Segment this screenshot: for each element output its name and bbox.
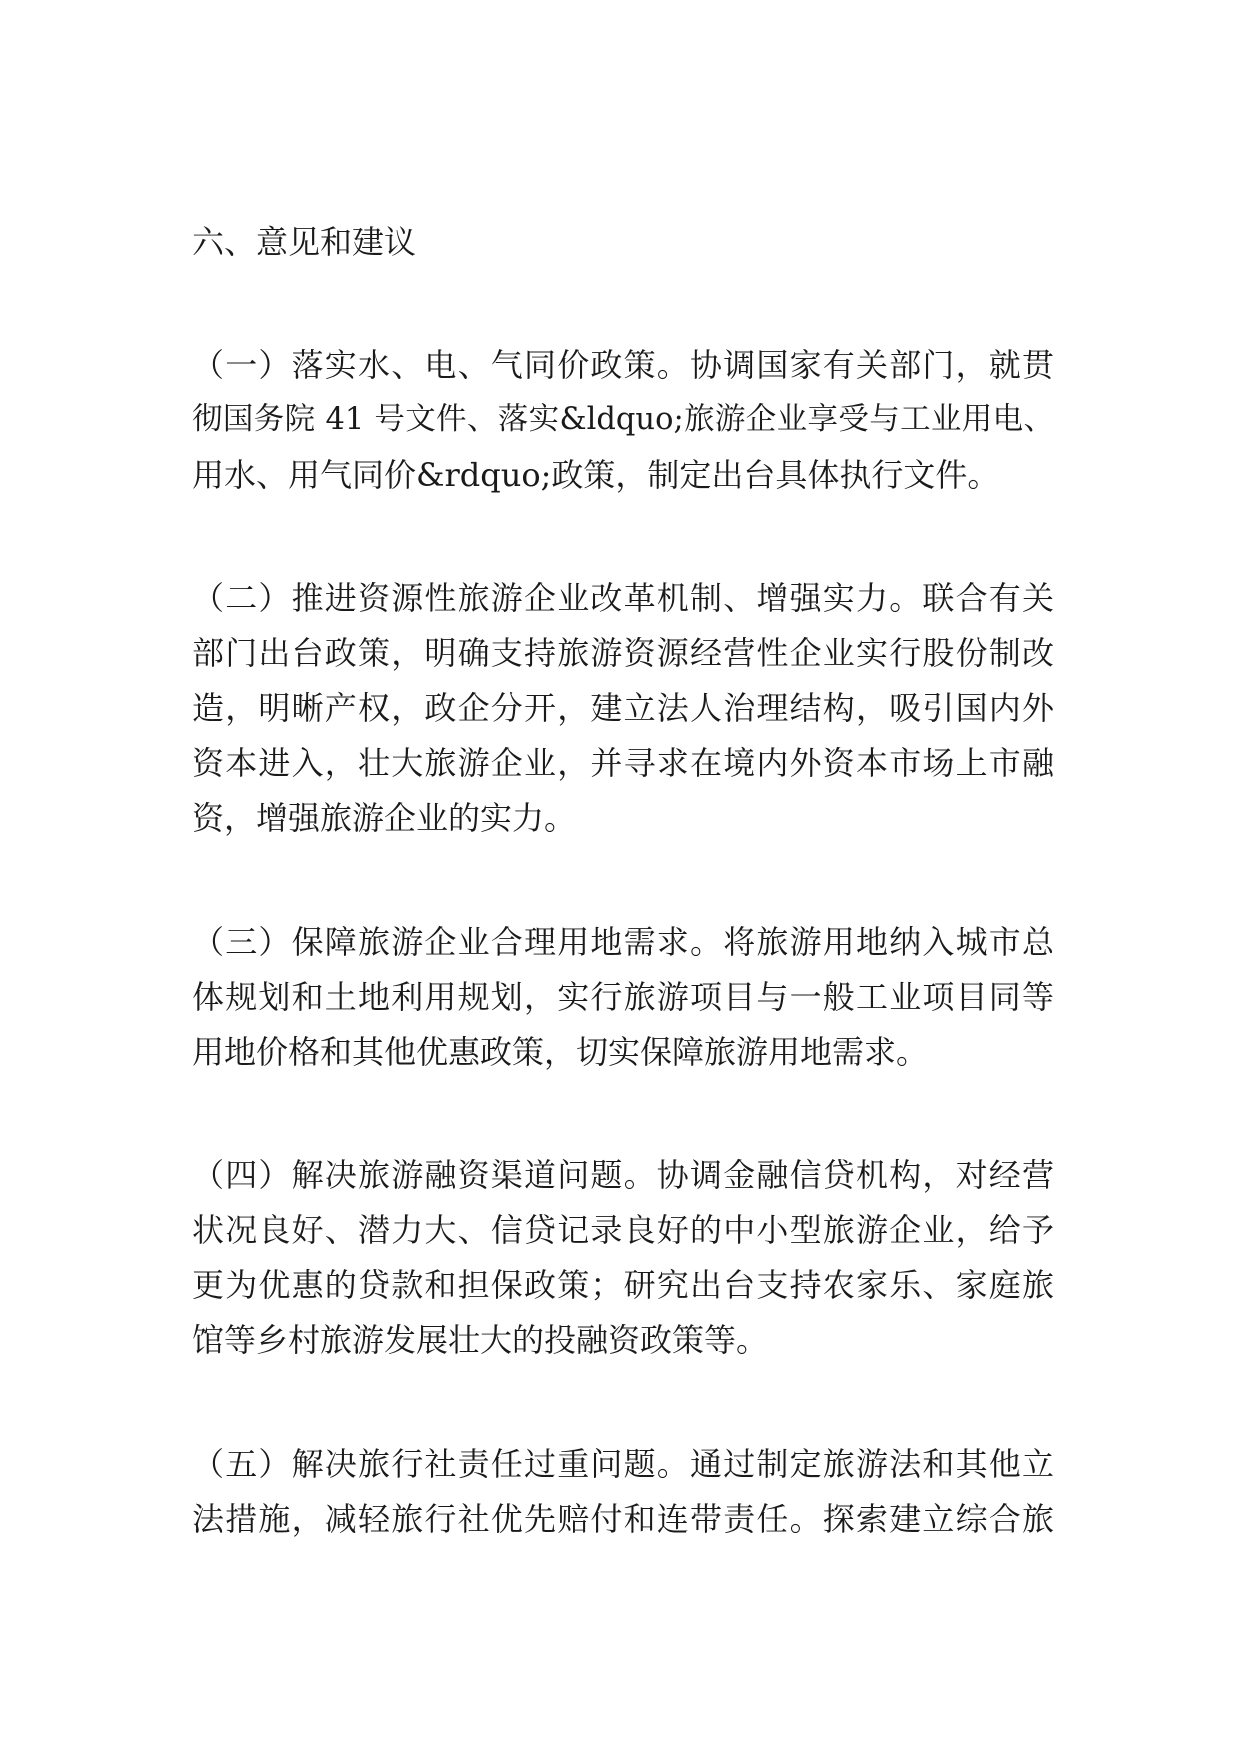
- paragraph-line: 状况良好、潜力大、信贷记录良好的中小型旅游企业，给予: [192, 1211, 1054, 1249]
- paragraph-line: （五）解决旅行社责任过重问题。通过制定旅游法和其他立: [192, 1445, 1054, 1483]
- paragraph-line: 馆等乡村旅游发展壮大的投融资政策等。: [192, 1321, 769, 1359]
- paragraph-line: 用水、用气同价&rdquo;政策，制定出台具体执行文件。: [192, 456, 1000, 494]
- paragraph-line: 体规划和土地利用规划，实行旅游项目与一般工业项目同等: [192, 978, 1054, 1016]
- paragraph-line: 彻国务院 41 号文件、落实&ldquo;旅游企业享受与工业用电、: [192, 402, 1054, 437]
- paragraph-line: 资本进入，壮大旅游企业，并寻求在境内外资本市场上市融: [192, 744, 1054, 782]
- paragraph-line: （一）落实水、电、气同价政策。协调国家有关部门，就贯: [192, 346, 1054, 384]
- paragraph-line: （二）推进资源性旅游企业改革机制、增强实力。联合有关: [192, 579, 1054, 617]
- section-heading: 六、意见和建议: [192, 223, 417, 261]
- paragraph-line: 部门出台政策，明确支持旅游资源经营性企业实行股份制改: [192, 634, 1054, 672]
- paragraph-line: （四）解决旅游融资渠道问题。协调金融信贷机构，对经营: [192, 1156, 1054, 1194]
- paragraph-line: （三）保障旅游企业合理用地需求。将旅游用地纳入城市总: [192, 923, 1054, 961]
- paragraph-line: 资，增强旅游企业的实力。: [192, 799, 577, 837]
- paragraph-line: 更为优惠的贷款和担保政策；研究出台支持农家乐、家庭旅: [192, 1266, 1054, 1304]
- paragraph-line: 造，明晰产权，政企分开，建立法人治理结构，吸引国内外: [192, 689, 1054, 727]
- paragraph-line: 用地价格和其他优惠政策，切实保障旅游用地需求。: [192, 1033, 929, 1071]
- paragraph-line: 法措施，减轻旅行社优先赔付和连带责任。探索建立综合旅: [192, 1500, 1054, 1538]
